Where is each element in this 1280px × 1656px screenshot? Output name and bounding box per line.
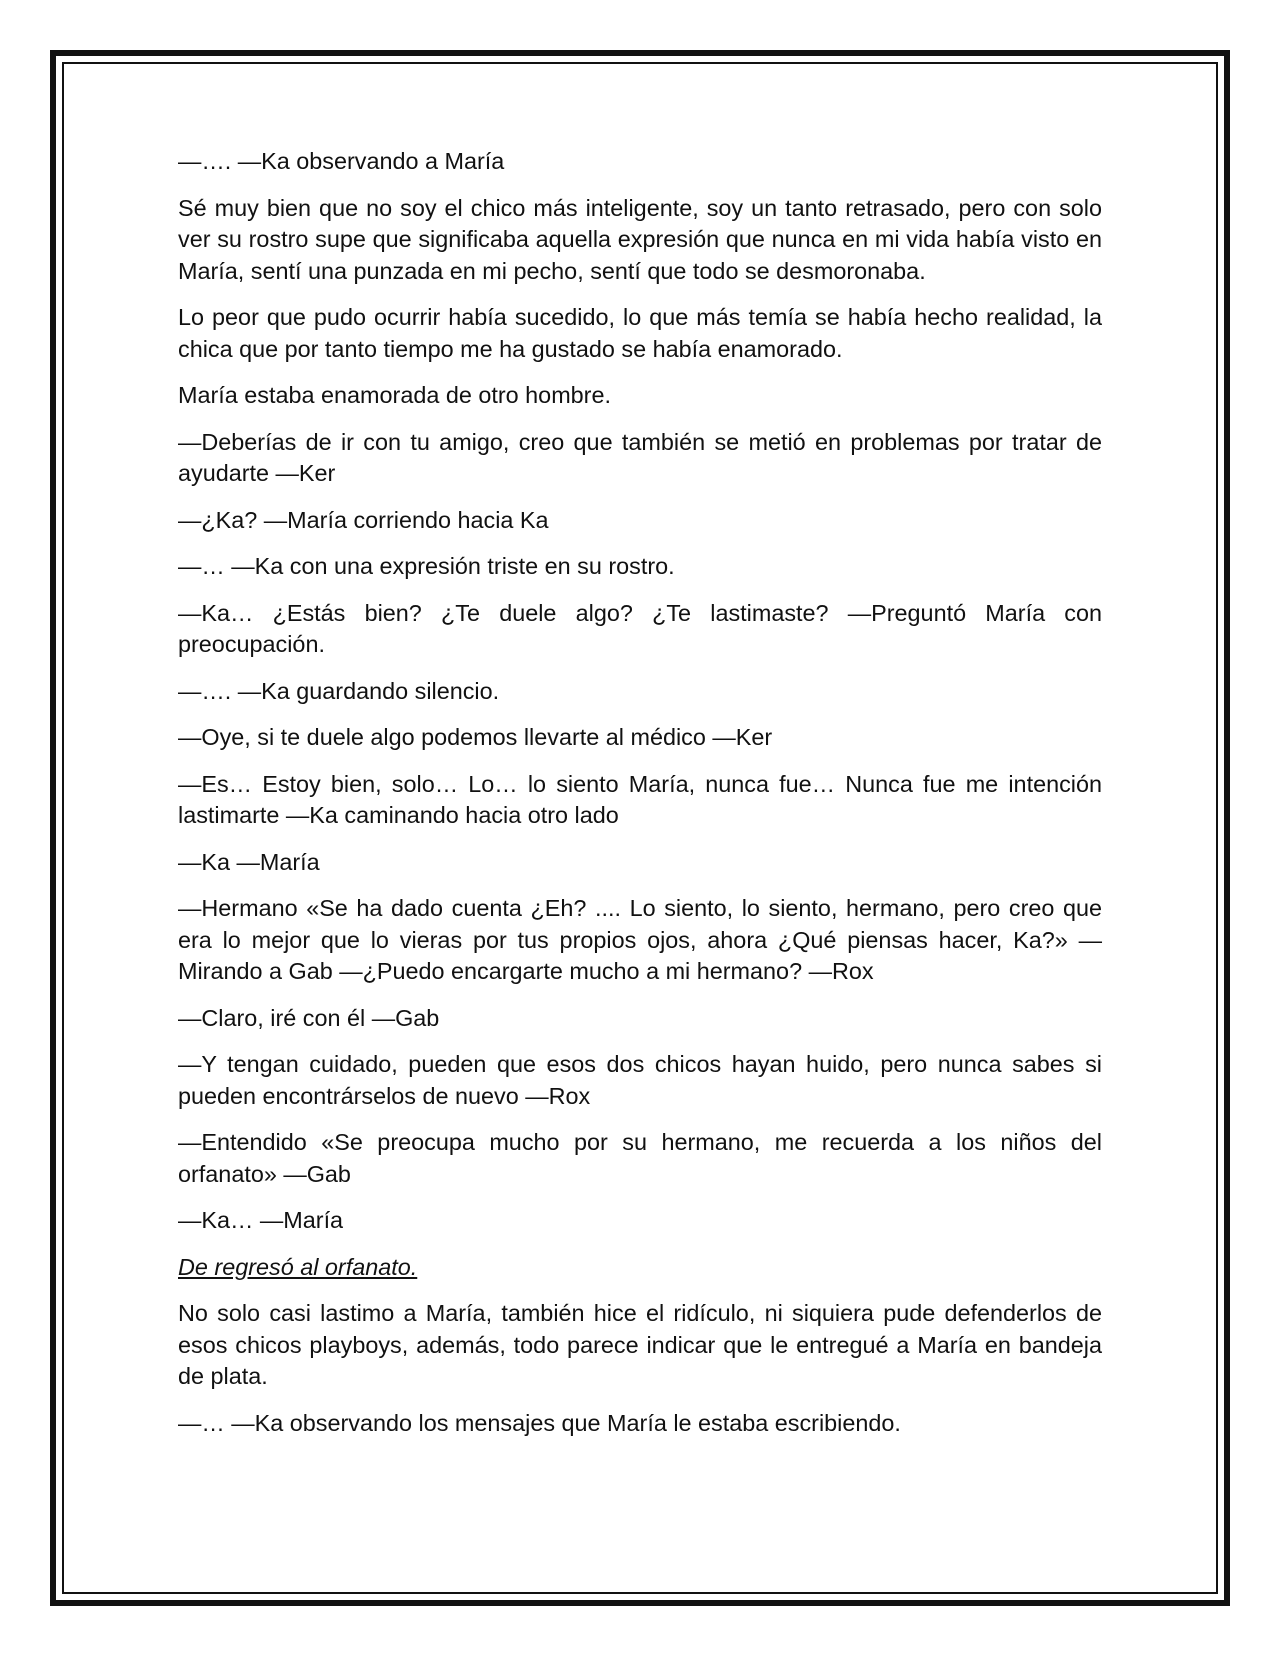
paragraph: No solo casi lastimo a María, también hice el ridículo, ni siquiera pude defenderlos de esos chicos playboys, además, todo parece indicar que le entregué a María en bandeja de plata.: [178, 1300, 1102, 1389]
paragraph: —Y tengan cuidado, pueden que esos dos chicos hayan huido, pero nunca sabes si pueden encontrárselos de nuevo —Rox: [178, 1051, 1102, 1109]
paragraph: Sé muy bien que no soy el chico más inteligente, soy un tanto retrasado, pero con solo ver su rostro supe que significaba aquella expresión que nunca en mi vida había visto en María, sentí una punzada en mi pecho, sentí que todo se desmoronaba.: [178, 194, 1102, 284]
paragraph: —… —Ka con una expresión triste en su rostro.: [178, 553, 675, 579]
paragraph: —Deberías de ir con tu amigo, creo que también se metió en problemas por tratar de ayudarte —Ker: [178, 428, 1102, 486]
paragraph: —Oye, si te duele algo podemos llevarte al médico —Ker: [178, 724, 773, 750]
paragraph: —Ka… —María: [178, 1207, 344, 1233]
paragraph: —Ka —María: [178, 848, 320, 875]
scene-heading: De regresó al orfanato.: [178, 1253, 418, 1280]
document-body: [178, 146, 1102, 1454]
paragraph: —…. —Ka guardando silencio.: [178, 677, 500, 704]
paragraph: Lo peor que pudo ocurrir había sucedido, lo que más temía se había hecho realidad, la chica que por tanto tiempo me ha gustado se había enamorado.: [178, 304, 1102, 362]
paragraph: María estaba enamorada de otro hombre.: [178, 382, 611, 408]
paragraph: —… —Ka observando los mensajes que María le estaba escribiendo.: [178, 1409, 901, 1436]
paragraph: —Claro, iré con él —Gab: [178, 1004, 440, 1031]
paragraph: —Es… Estoy bien, solo… Lo… lo siento María, nunca fue… Nunca fue me intención lastimarte —Ka caminando hacia otro lado: [178, 770, 1102, 828]
paragraph: —Ka… ¿Estás bien? ¿Te duele algo? ¿Te lastimaste? —Preguntó María con preocupación.: [178, 599, 1102, 657]
paragraph: —Hermano «Se ha dado cuenta ¿Eh? .... Lo siento, lo siento, hermano, pero creo que era lo mejor que lo vieras por tus propios ojos, ahora ¿Qué piensas hacer, Ka?» —Mirando a Gab —¿Puedo encargarte mucho a mi hermano? —Rox: [178, 895, 1102, 984]
paragraph: —…. —Ka observando a María: [178, 148, 505, 174]
paragraph: —Entendido «Se preocupa mucho por su hermano, me recuerda a los niños del orfanato» —Gab: [178, 1129, 1102, 1187]
paragraph: —¿Ka? —María corriendo hacia Ka: [178, 506, 549, 533]
